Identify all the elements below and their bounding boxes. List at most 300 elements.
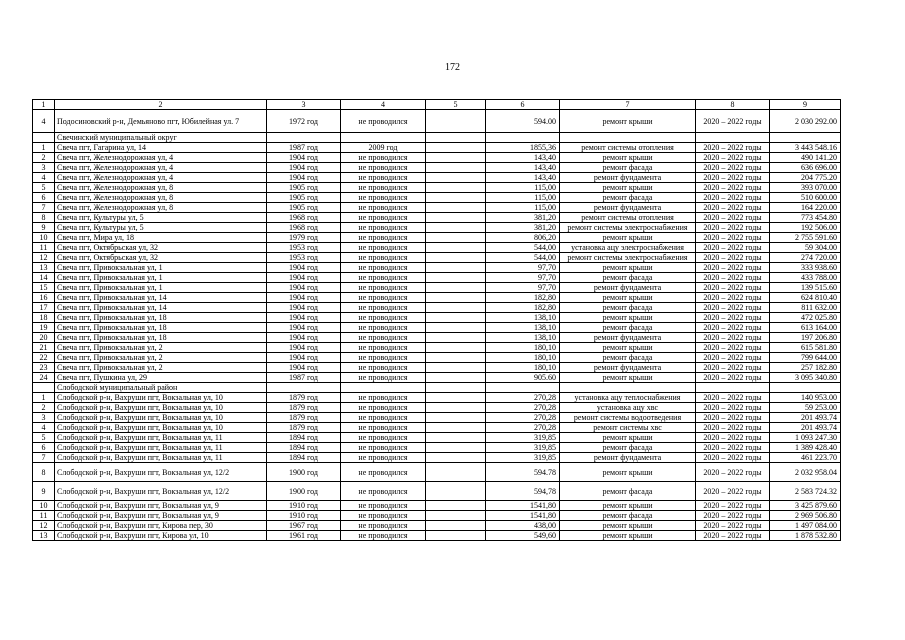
table-cell: 1904 год bbox=[267, 263, 341, 273]
table-cell: 115,00 bbox=[486, 193, 560, 203]
table-cell: Свеча пгт, Привокзальная ул, 18 bbox=[55, 313, 267, 323]
table-cell: не проводился bbox=[341, 153, 426, 163]
table-cell: 138,10 bbox=[486, 313, 560, 323]
table-cell: 393 070.00 bbox=[770, 183, 841, 193]
table-row bbox=[33, 501, 841, 511]
table-cell: ремонт фундамента bbox=[560, 453, 696, 463]
table-cell bbox=[426, 413, 486, 423]
table-cell: 7 bbox=[33, 203, 55, 213]
table-cell: ремонт фасада bbox=[560, 193, 696, 203]
table-cell bbox=[426, 463, 486, 482]
column-header: 2 bbox=[55, 100, 267, 110]
table-cell: 2020 – 2022 годы bbox=[696, 313, 770, 323]
table-cell: 2020 – 2022 годы bbox=[696, 143, 770, 153]
table-cell: 1904 год bbox=[267, 323, 341, 333]
table-row bbox=[33, 183, 841, 193]
table-cell bbox=[426, 531, 486, 541]
table-cell: не проводился bbox=[341, 443, 426, 453]
table-cell: ремонт фундамента bbox=[560, 173, 696, 183]
table-cell: Слободской р-н, Вахруши пгт, Вокзальная ул, 10 bbox=[55, 413, 267, 423]
table-row bbox=[33, 233, 841, 243]
table-cell: 2020 – 2022 годы bbox=[696, 203, 770, 213]
table-cell: Слободской р-н, Вахруши пгт, Кирова пер, 30 bbox=[55, 521, 267, 531]
section-row bbox=[33, 133, 841, 143]
table-row bbox=[33, 173, 841, 183]
table-row bbox=[33, 273, 841, 283]
table-cell: Свеча пгт, Привокзальная ул, 14 bbox=[55, 303, 267, 313]
table-cell bbox=[426, 233, 486, 243]
table-cell: 319,85 bbox=[486, 433, 560, 443]
table-cell: 1987 год bbox=[267, 143, 341, 153]
table-cell: 1894 год bbox=[267, 443, 341, 453]
table-row bbox=[33, 353, 841, 363]
table-cell: ремонт крыши bbox=[560, 433, 696, 443]
table-cell: установка ацу электроснабжения bbox=[560, 243, 696, 253]
table-cell: 2020 – 2022 годы bbox=[696, 511, 770, 521]
table-cell: 197 206.80 bbox=[770, 333, 841, 343]
table-cell: Свеча пгт, Железнодорожная ул, 4 bbox=[55, 163, 267, 173]
table-cell: 3 bbox=[33, 413, 55, 423]
table-cell: Слободской р-н, Вахруши пгт, Вокзальная ул, 11 bbox=[55, 443, 267, 453]
table-cell: 143,40 bbox=[486, 153, 560, 163]
table-cell: 3 443 548.16 bbox=[770, 143, 841, 153]
column-header: 1 bbox=[33, 100, 55, 110]
table-cell bbox=[426, 363, 486, 373]
table-row bbox=[33, 423, 841, 433]
table-cell: 115,00 bbox=[486, 203, 560, 213]
table-row bbox=[33, 163, 841, 173]
section-title: Слободской муниципальный район bbox=[55, 383, 267, 393]
table-cell: Свеча пгт, Культуры ул, 5 bbox=[55, 213, 267, 223]
table-cell: ремонт крыши bbox=[560, 521, 696, 531]
table-cell: 19 bbox=[33, 323, 55, 333]
table-cell: 2020 – 2022 годы bbox=[696, 423, 770, 433]
table-cell: 1879 год bbox=[267, 423, 341, 433]
table-cell: 549,60 bbox=[486, 531, 560, 541]
table-row bbox=[33, 283, 841, 293]
table-cell: 1904 год bbox=[267, 303, 341, 313]
table-cell: 138,10 bbox=[486, 333, 560, 343]
table-cell: 164 220.00 bbox=[770, 203, 841, 213]
column-header: 8 bbox=[696, 100, 770, 110]
table-cell bbox=[426, 273, 486, 283]
table-cell: 594.78 bbox=[486, 463, 560, 482]
table-cell: 2020 – 2022 годы bbox=[696, 193, 770, 203]
table-cell bbox=[426, 283, 486, 293]
table-cell: 23 bbox=[33, 363, 55, 373]
table-cell: 180,10 bbox=[486, 343, 560, 353]
table-cell bbox=[426, 143, 486, 153]
table-cell: Слободской р-н, Вахруши пгт, Вокзальная ул, 12/2 bbox=[55, 463, 267, 482]
table-cell: 2020 – 2022 годы bbox=[696, 433, 770, 443]
table-cell: ремонт системы водоотведения bbox=[560, 413, 696, 423]
table-cell: 1 878 532.80 bbox=[770, 531, 841, 541]
page-number: 172 bbox=[445, 62, 460, 73]
table-cell: 1541,80 bbox=[486, 501, 560, 511]
table-cell: 1961 год bbox=[267, 531, 341, 541]
table-cell: 2020 – 2022 годы bbox=[696, 482, 770, 501]
table-cell bbox=[426, 133, 486, 143]
table-row bbox=[33, 343, 841, 353]
table-cell: 1900 год bbox=[267, 482, 341, 501]
table-cell bbox=[341, 383, 426, 393]
table-cell: 257 182.80 bbox=[770, 363, 841, 373]
table-cell: 319,85 bbox=[486, 453, 560, 463]
table-cell: 624 810.40 bbox=[770, 293, 841, 303]
table-cell bbox=[426, 243, 486, 253]
table-cell: Свеча пгт, Железнодорожная ул, 8 bbox=[55, 203, 267, 213]
table-cell: 22 bbox=[33, 353, 55, 363]
table-row bbox=[33, 303, 841, 313]
table-cell: 115,00 bbox=[486, 183, 560, 193]
table-cell bbox=[486, 383, 560, 393]
table-cell: Свеча пгт, Привокзальная ул, 2 bbox=[55, 363, 267, 373]
table-cell: 4 bbox=[33, 110, 55, 133]
table-cell: 270,28 bbox=[486, 393, 560, 403]
table-cell bbox=[560, 383, 696, 393]
table-cell: 1905 год bbox=[267, 203, 341, 213]
table-cell: 180,10 bbox=[486, 353, 560, 363]
table-cell bbox=[426, 393, 486, 403]
table-cell: 2020 – 2022 годы bbox=[696, 373, 770, 383]
table-cell bbox=[426, 501, 486, 511]
table-cell: ремонт крыши bbox=[560, 531, 696, 541]
table-cell: ремонт крыши bbox=[560, 501, 696, 511]
table-cell: не проводился bbox=[341, 353, 426, 363]
table-cell: 3 bbox=[33, 163, 55, 173]
table-cell: 433 788.00 bbox=[770, 273, 841, 283]
table-cell: 13 bbox=[33, 263, 55, 273]
table-cell: не проводился bbox=[341, 373, 426, 383]
table-cell: Свеча пгт, Железнодорожная ул, 8 bbox=[55, 183, 267, 193]
table-row bbox=[33, 463, 841, 482]
table-cell bbox=[770, 133, 841, 143]
table-cell: 2 bbox=[33, 153, 55, 163]
table-cell: 2020 – 2022 годы bbox=[696, 223, 770, 233]
table-cell: не проводился bbox=[341, 333, 426, 343]
table-cell: 438,00 bbox=[486, 521, 560, 531]
table-cell: 14 bbox=[33, 273, 55, 283]
table-cell bbox=[486, 133, 560, 143]
table-cell: 1972 год bbox=[267, 110, 341, 133]
table-cell: 1 389 428.40 bbox=[770, 443, 841, 453]
table-row bbox=[33, 293, 841, 303]
table-row bbox=[33, 153, 841, 163]
table-cell bbox=[426, 323, 486, 333]
table-row bbox=[33, 110, 841, 133]
table-cell: ремонт фасада bbox=[560, 511, 696, 521]
table-cell: Свеча пгт, Железнодорожная ул, 4 bbox=[55, 173, 267, 183]
table-cell: 2020 – 2022 годы bbox=[696, 521, 770, 531]
table-cell bbox=[426, 433, 486, 443]
table-cell: не проводился bbox=[341, 501, 426, 511]
table-cell: не проводился bbox=[341, 283, 426, 293]
table-cell: Слободской р-н, Вахруши пгт, Вокзальная ул, 12/2 bbox=[55, 482, 267, 501]
table-cell bbox=[426, 173, 486, 183]
table-cell: ремонт фасада bbox=[560, 303, 696, 313]
table-cell: не проводился bbox=[341, 223, 426, 233]
table-cell: 2 755 591.60 bbox=[770, 233, 841, 243]
table-cell: ремонт фасада bbox=[560, 353, 696, 363]
table-cell: 2020 – 2022 годы bbox=[696, 443, 770, 453]
table-cell bbox=[426, 110, 486, 133]
table-cell: 544,00 bbox=[486, 253, 560, 263]
table-cell: 12 bbox=[33, 521, 55, 531]
table-row bbox=[33, 521, 841, 531]
table-cell: Свеча пгт, Гагарина ул, 14 bbox=[55, 143, 267, 153]
table-cell bbox=[426, 183, 486, 193]
table-cell: 59 304.00 bbox=[770, 243, 841, 253]
table-row bbox=[33, 511, 841, 521]
table-cell: не проводился bbox=[341, 403, 426, 413]
table-cell: ремонт крыши bbox=[560, 313, 696, 323]
table-cell: 594.00 bbox=[486, 110, 560, 133]
table-cell: не проводился bbox=[341, 233, 426, 243]
table-cell: 11 bbox=[33, 243, 55, 253]
table-cell: 182,80 bbox=[486, 293, 560, 303]
table-row bbox=[33, 253, 841, 263]
table-cell: 3 095 340.80 bbox=[770, 373, 841, 383]
table-cell: ремонт фасада bbox=[560, 443, 696, 453]
column-header: 3 bbox=[267, 100, 341, 110]
table-cell: 2 583 724.32 bbox=[770, 482, 841, 501]
table-cell: не проводился bbox=[341, 193, 426, 203]
table-cell: 2020 – 2022 годы bbox=[696, 273, 770, 283]
table-cell: Слободской р-н, Вахруши пгт, Вокзальная ул, 10 bbox=[55, 403, 267, 413]
table-cell: 806,20 bbox=[486, 233, 560, 243]
table-cell: 5 bbox=[33, 183, 55, 193]
table-cell bbox=[426, 403, 486, 413]
table-cell: не проводился bbox=[341, 463, 426, 482]
table-cell: ремонт системы хвс bbox=[560, 423, 696, 433]
table-cell: Слободской р-н, Вахруши пгт, Вокзальная ул, 9 bbox=[55, 501, 267, 511]
table-row bbox=[33, 443, 841, 453]
table-cell: 143,40 bbox=[486, 173, 560, 183]
table-cell: 490 141.20 bbox=[770, 153, 841, 163]
table-cell: 270,28 bbox=[486, 413, 560, 423]
table-cell: 1910 год bbox=[267, 501, 341, 511]
table-cell bbox=[426, 453, 486, 463]
table-cell: 2020 – 2022 годы bbox=[696, 333, 770, 343]
column-header: 9 bbox=[770, 100, 841, 110]
table-cell: ремонт фасада bbox=[560, 163, 696, 173]
table-cell: 11 bbox=[33, 511, 55, 521]
table-cell: 1910 год bbox=[267, 511, 341, 521]
table-cell: 2020 – 2022 годы bbox=[696, 323, 770, 333]
table-cell: Свеча пгт, Железнодорожная ул, 4 bbox=[55, 153, 267, 163]
table-cell: 2020 – 2022 годы bbox=[696, 531, 770, 541]
table-cell bbox=[696, 133, 770, 143]
table-cell: не проводился bbox=[341, 253, 426, 263]
table-cell: установка ацу теплоснабжения bbox=[560, 393, 696, 403]
table-cell: 1905 год bbox=[267, 183, 341, 193]
table-cell: 2020 – 2022 годы bbox=[696, 453, 770, 463]
table-cell: ремонт фундамента bbox=[560, 203, 696, 213]
table-row bbox=[33, 373, 841, 383]
table-row bbox=[33, 453, 841, 463]
table-cell: ремонт фасада bbox=[560, 273, 696, 283]
table-cell bbox=[696, 383, 770, 393]
table-cell: Свеча пгт, Привокзальная ул, 2 bbox=[55, 353, 267, 363]
table-cell: 1953 год bbox=[267, 253, 341, 263]
table-cell: 811 632.00 bbox=[770, 303, 841, 313]
table-cell: 1904 год bbox=[267, 153, 341, 163]
table-cell: 2020 – 2022 годы bbox=[696, 163, 770, 173]
table-cell bbox=[267, 133, 341, 143]
table-cell: 2 032 958.04 bbox=[770, 463, 841, 482]
table-cell: Свеча пгт, Железнодорожная ул, 8 bbox=[55, 193, 267, 203]
table-cell: ремонт фундамента bbox=[560, 363, 696, 373]
table-cell: 2020 – 2022 годы bbox=[696, 213, 770, 223]
table-cell: не проводился bbox=[341, 303, 426, 313]
table-cell: ремонт крыши bbox=[560, 463, 696, 482]
table-cell: ремонт крыши bbox=[560, 343, 696, 353]
table-cell: 544,00 bbox=[486, 243, 560, 253]
table-cell: не проводился bbox=[341, 521, 426, 531]
table-cell: 1953 год bbox=[267, 243, 341, 253]
table-cell: не проводился bbox=[341, 531, 426, 541]
table-cell: ремонт системы электроснабжения bbox=[560, 223, 696, 233]
table-cell: 17 bbox=[33, 303, 55, 313]
table-cell bbox=[426, 303, 486, 313]
table-cell: 3 425 879.60 bbox=[770, 501, 841, 511]
table-cell bbox=[33, 383, 55, 393]
table-row bbox=[33, 213, 841, 223]
table-cell: 1979 год bbox=[267, 233, 341, 243]
table-cell: ремонт крыши bbox=[560, 263, 696, 273]
table-cell bbox=[426, 443, 486, 453]
table-row bbox=[33, 433, 841, 443]
table-cell: 97,70 bbox=[486, 273, 560, 283]
table-cell: не проводился bbox=[341, 413, 426, 423]
table-cell: не проводился bbox=[341, 163, 426, 173]
table-cell bbox=[426, 482, 486, 501]
table-cell: 472 025.80 bbox=[770, 313, 841, 323]
table-cell bbox=[426, 353, 486, 363]
table-cell: 6 bbox=[33, 443, 55, 453]
table-cell: ремонт крыши bbox=[560, 233, 696, 243]
table-cell: 2020 – 2022 годы bbox=[696, 183, 770, 193]
table-cell bbox=[426, 153, 486, 163]
table-cell: 13 bbox=[33, 531, 55, 541]
table-cell: Свеча пгт, Октябрьская ул, 32 bbox=[55, 253, 267, 263]
table-row bbox=[33, 243, 841, 253]
table-cell: Свеча пгт, Привокзальная ул, 1 bbox=[55, 273, 267, 283]
table-cell bbox=[33, 133, 55, 143]
table-cell: не проводился bbox=[341, 482, 426, 501]
table-cell: Свеча пгт, Культуры ул, 5 bbox=[55, 223, 267, 233]
table-row bbox=[33, 263, 841, 273]
table-cell: ремонт системы отопления bbox=[560, 143, 696, 153]
table-cell: ремонт крыши bbox=[560, 373, 696, 383]
table-cell: 1879 год bbox=[267, 403, 341, 413]
table-cell: 2020 – 2022 годы bbox=[696, 343, 770, 353]
table-cell: ремонт фасада bbox=[560, 482, 696, 501]
table-cell: 381,20 bbox=[486, 213, 560, 223]
table-cell: Слободской р-н, Вахруши пгт, Кирова ул, 10 bbox=[55, 531, 267, 541]
column-header: 5 bbox=[426, 100, 486, 110]
table-cell: не проводился bbox=[341, 110, 426, 133]
table-cell: Свеча пгт, Привокзальная ул, 1 bbox=[55, 283, 267, 293]
table-cell: не проводился bbox=[341, 453, 426, 463]
table-cell: ремонт фундамента bbox=[560, 283, 696, 293]
table-cell: Слободской р-н, Вахруши пгт, Вокзальная ул, 11 bbox=[55, 433, 267, 443]
table-cell: 1900 год bbox=[267, 463, 341, 482]
table-cell: 461 223.70 bbox=[770, 453, 841, 463]
table-cell: 138,10 bbox=[486, 323, 560, 333]
table-cell: 1904 год bbox=[267, 173, 341, 183]
table-cell: 2020 – 2022 годы bbox=[696, 233, 770, 243]
table-cell: 9 bbox=[33, 482, 55, 501]
table-row bbox=[33, 363, 841, 373]
table-cell: ремонт фасада bbox=[560, 323, 696, 333]
table-cell: 97,70 bbox=[486, 263, 560, 273]
table-cell: 143,40 bbox=[486, 163, 560, 173]
table-cell: Свеча пгт, Привокзальная ул, 1 bbox=[55, 263, 267, 273]
column-header: 4 bbox=[341, 100, 426, 110]
table-row bbox=[33, 333, 841, 343]
table-cell: 2020 – 2022 годы bbox=[696, 413, 770, 423]
table-cell: 2020 – 2022 годы bbox=[696, 253, 770, 263]
table-row bbox=[33, 143, 841, 153]
table-cell bbox=[426, 163, 486, 173]
table-cell: Свеча пгт, Октябрьская ул, 32 bbox=[55, 243, 267, 253]
table-row bbox=[33, 531, 841, 541]
table-cell: не проводился bbox=[341, 511, 426, 521]
table-cell: 20 bbox=[33, 333, 55, 343]
table-cell: 1879 год bbox=[267, 393, 341, 403]
table-cell: 1904 год bbox=[267, 313, 341, 323]
table-cell: 12 bbox=[33, 253, 55, 263]
table-cell: 319,85 bbox=[486, 443, 560, 453]
table-cell: не проводился bbox=[341, 343, 426, 353]
table-cell: не проводился bbox=[341, 183, 426, 193]
table-cell: 2 bbox=[33, 403, 55, 413]
table-cell: 24 bbox=[33, 373, 55, 383]
table-cell: 1 093 247.30 bbox=[770, 433, 841, 443]
table-cell bbox=[426, 423, 486, 433]
table-row bbox=[33, 203, 841, 213]
table-cell: 1904 год bbox=[267, 273, 341, 283]
table-cell: 18 bbox=[33, 313, 55, 323]
table-cell: Слободской р-н, Вахруши пгт, Вокзальная ул, 9 bbox=[55, 511, 267, 521]
column-header: 7 bbox=[560, 100, 696, 110]
table-cell: 2020 – 2022 годы bbox=[696, 263, 770, 273]
table-cell: 2020 – 2022 годы bbox=[696, 403, 770, 413]
table-cell bbox=[426, 521, 486, 531]
table-cell: 1904 год bbox=[267, 163, 341, 173]
table-cell: не проводился bbox=[341, 423, 426, 433]
table-cell: 2020 – 2022 годы bbox=[696, 393, 770, 403]
table-cell bbox=[341, 133, 426, 143]
table-cell: 1879 год bbox=[267, 413, 341, 423]
table-cell: ремонт системы электроснабжения bbox=[560, 253, 696, 263]
table-cell: 381,20 bbox=[486, 223, 560, 233]
table-cell: ремонт крыши bbox=[560, 153, 696, 163]
table-cell bbox=[560, 133, 696, 143]
table-cell: 270,28 bbox=[486, 403, 560, 413]
table-cell: 510 600.00 bbox=[770, 193, 841, 203]
table-cell: 182,80 bbox=[486, 303, 560, 313]
table-cell: 2 030 292.00 bbox=[770, 110, 841, 133]
table-cell: 97,70 bbox=[486, 283, 560, 293]
table-cell: 2009 год bbox=[341, 143, 426, 153]
table-cell: 204 775.20 bbox=[770, 173, 841, 183]
table-cell: 10 bbox=[33, 233, 55, 243]
table-cell: не проводился bbox=[341, 273, 426, 283]
table-cell: 192 506.00 bbox=[770, 223, 841, 233]
table-cell: Слободской р-н, Вахруши пгт, Вокзальная ул, 11 bbox=[55, 453, 267, 463]
